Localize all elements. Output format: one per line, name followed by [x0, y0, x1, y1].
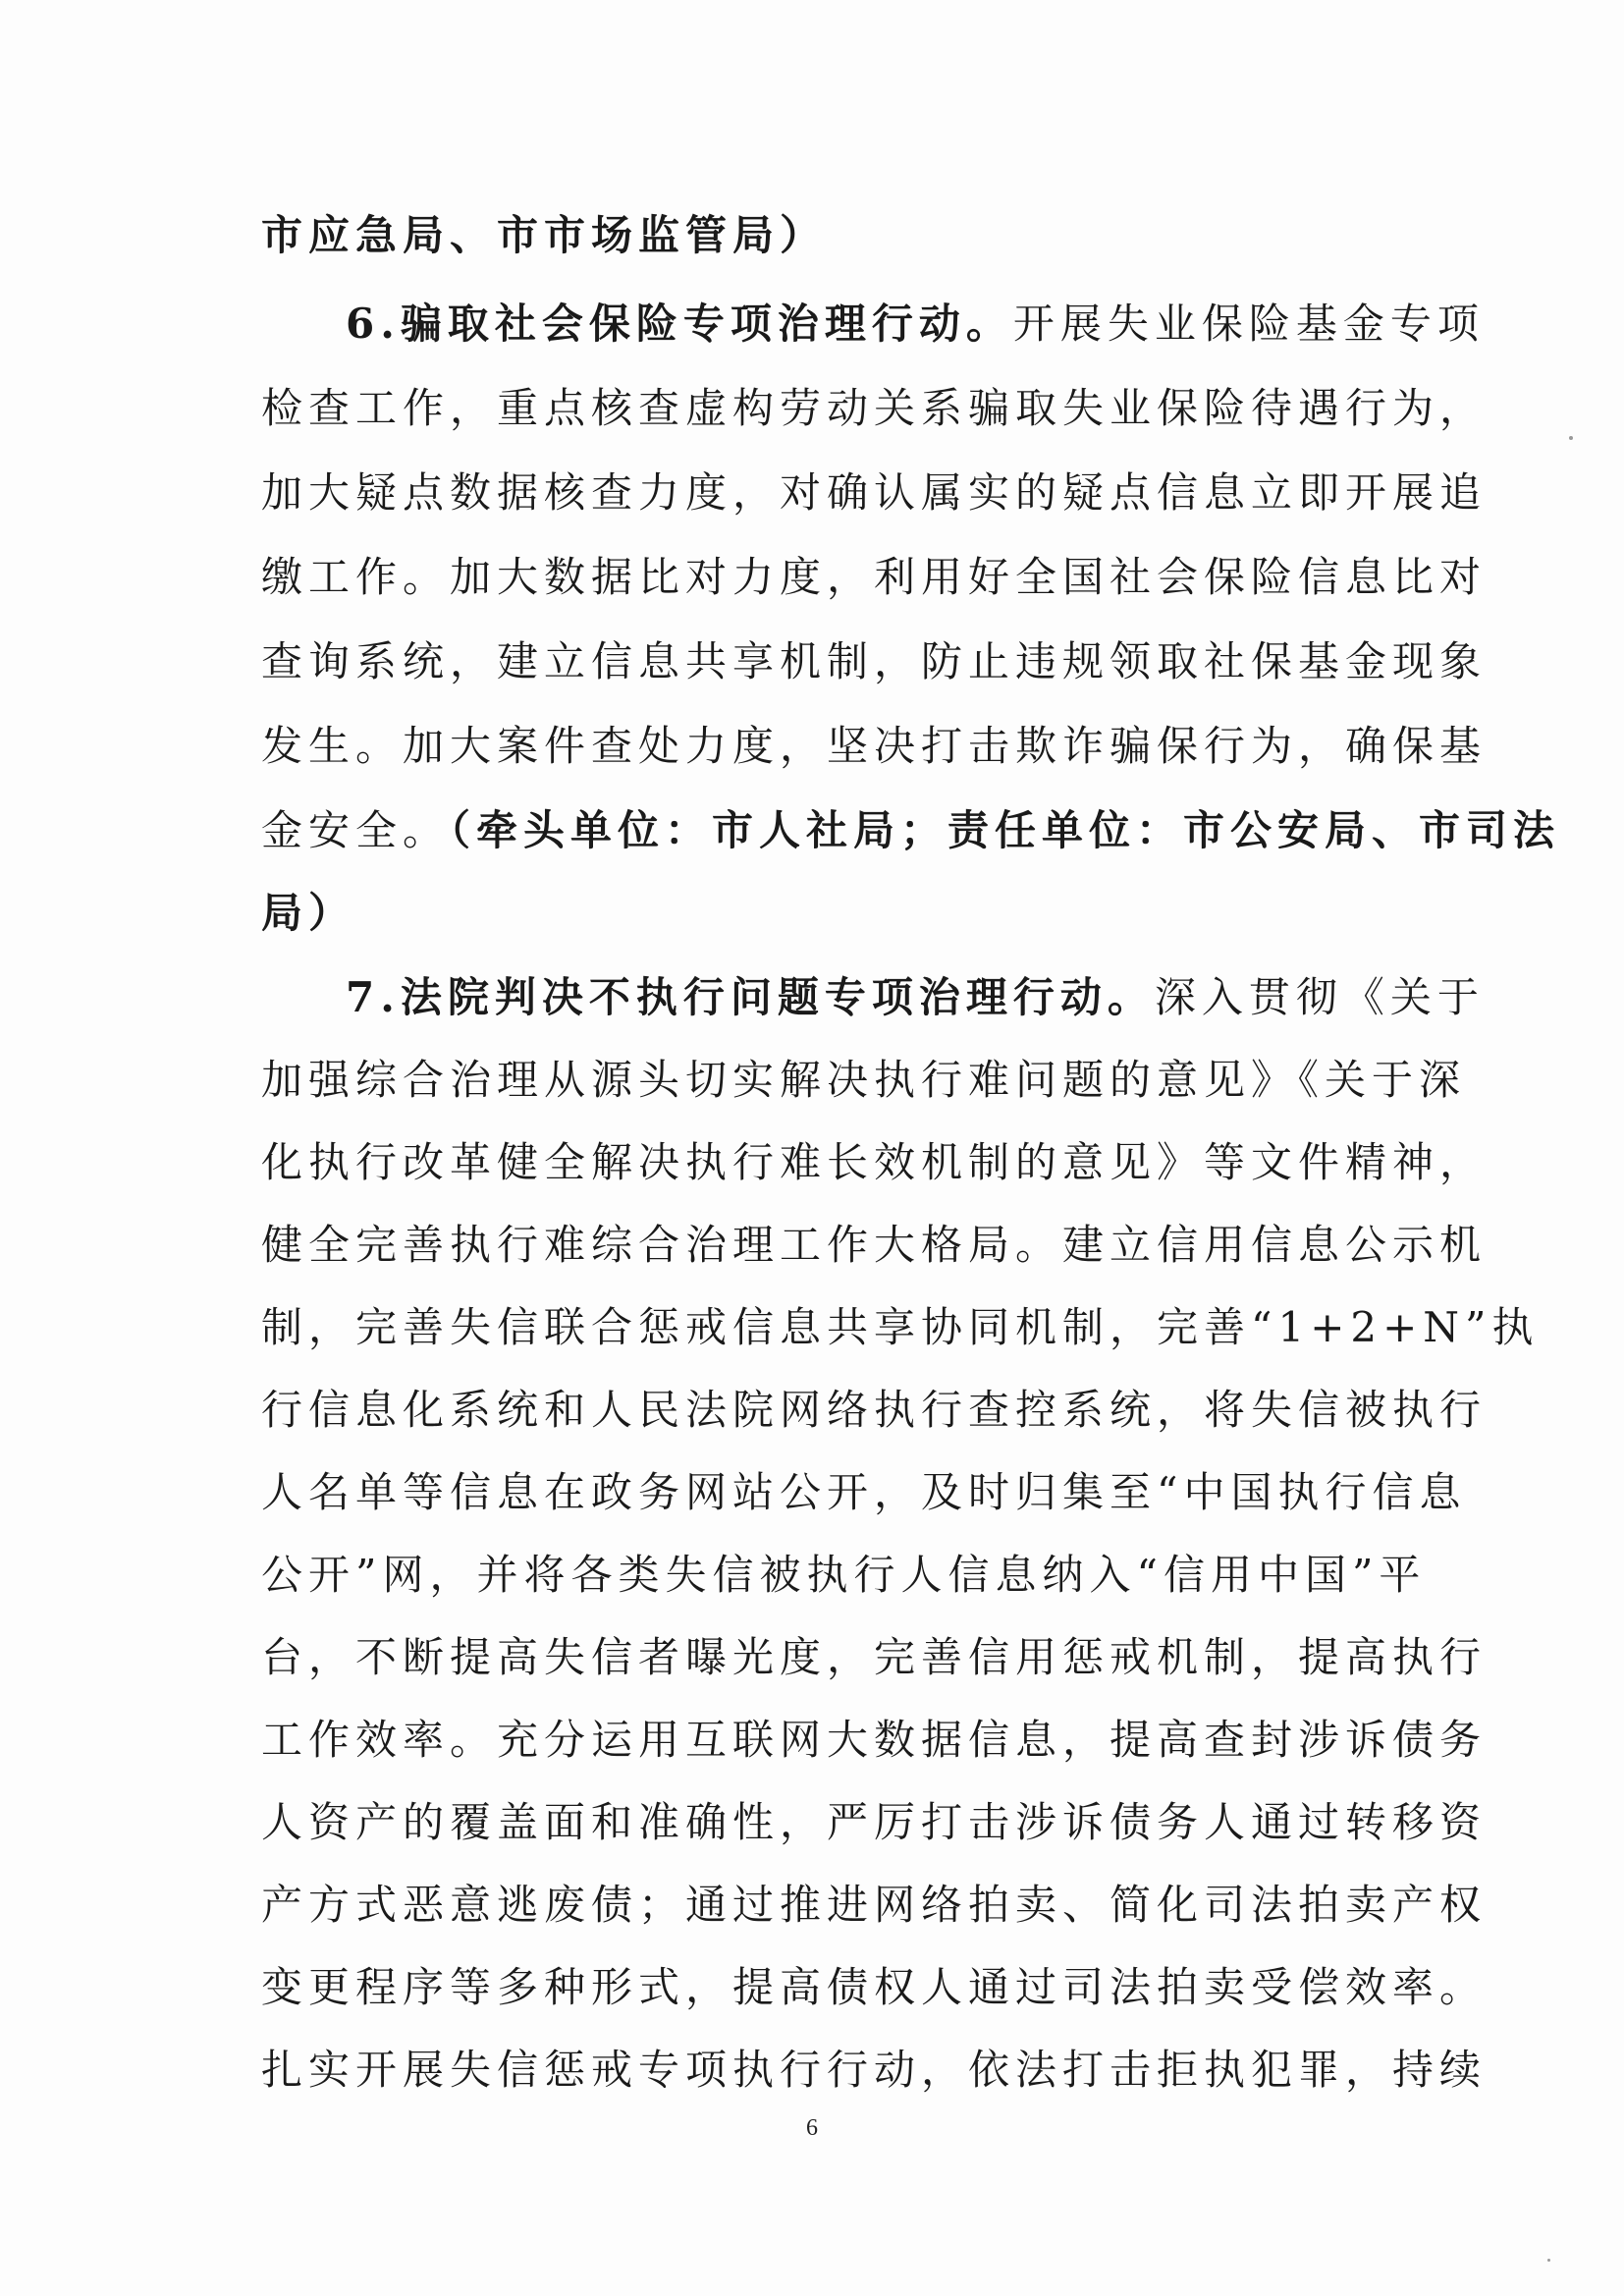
text-line — [261, 634, 1488, 689]
page-number: 6 — [806, 2115, 818, 2141]
text-line — [261, 2043, 1488, 2098]
text-run: 变更程序等多种形式，提高债权人通过司法拍卖受偿效率。 — [261, 1963, 1488, 2011]
text-line — [261, 381, 1488, 436]
section-title: 6.骗取社会保险专项治理行动。 — [346, 300, 1013, 348]
text-run: 局） — [261, 889, 356, 937]
text-line — [261, 1300, 1540, 1355]
text-line — [261, 1135, 1488, 1190]
responsible-units: （牵头单位：市人社局；责任单位：市公安局、市司法 — [450, 806, 1561, 854]
text-run: 工作效率。充分运用互联网大数据信息，提高查封涉诉债务 — [261, 1716, 1488, 1764]
text-line — [261, 1383, 1488, 1438]
text-run: 金安全。 — [261, 806, 451, 854]
section-title: 7.法院判决不执行问题专项治理行动。 — [346, 973, 1155, 1021]
text-run: 公开”网，并将各类失信被执行人信息纳入“信用中国”平 — [261, 1551, 1427, 1599]
text-line — [261, 1878, 1488, 1933]
text-line — [261, 1218, 1488, 1273]
scan-speck — [1569, 436, 1573, 440]
text-line — [261, 1713, 1488, 1768]
text-line — [261, 1465, 1467, 1520]
text-line — [261, 1548, 1427, 1603]
text-run: 缴工作。加大数据比对力度，利用好全国社会保险信息比对 — [261, 553, 1488, 601]
text-run: 深入贯彻《关于 — [1154, 973, 1485, 1021]
scan-speck — [1547, 2259, 1550, 2262]
text-run: 行信息化系统和人民法院网络执行查控系统，将失信被执行 — [261, 1386, 1488, 1434]
section-heading-line — [346, 970, 1485, 1025]
text-run: 加大疑点数据核查力度，对确认属实的疑点信息立即开展追 — [261, 468, 1488, 517]
text-run: 发生。加大案件查处力度，坚决打击欺诈骗保行为，确保基 — [261, 722, 1488, 770]
text-line — [261, 550, 1488, 605]
text-line — [261, 886, 1412, 941]
text-run: 健全完善执行难综合治理工作大格局。建立信用信息公示机 — [261, 1221, 1488, 1269]
text-run: 产方式恶意逃废债；通过推进网络拍卖、简化司法拍卖产权 — [261, 1881, 1488, 1929]
text-line — [261, 719, 1488, 774]
text-run: 开展失业保险基金专项 — [1012, 300, 1485, 348]
text-line — [261, 1795, 1488, 1850]
text-line — [261, 803, 1561, 858]
text-run: 市应急局、市市场监管局） — [261, 211, 828, 259]
text-line — [261, 208, 1412, 263]
text-run: 台，不断提高失信者曝光度，完善信用惩戒机制，提高执行 — [261, 1633, 1488, 1681]
text-line — [261, 1960, 1488, 2015]
text-run: 查询系统，建立信息共享机制，防止违规领取社保基金现象 — [261, 637, 1488, 685]
text-line — [261, 1053, 1467, 1108]
text-run: 人名单等信息在政务网站公开，及时归集至“中国执行信息 — [261, 1468, 1467, 1516]
section-heading-line — [346, 297, 1485, 352]
text-run: 人资产的覆盖面和准确性，严厉打击涉诉债务人通过转移资 — [261, 1798, 1488, 1846]
text-run: 化执行改革健全解决执行难长效机制的意见》等文件精神， — [261, 1138, 1488, 1186]
text-line — [261, 1630, 1488, 1685]
text-run: 扎实开展失信惩戒专项执行行动，依法打击拒执犯罪，持续 — [261, 2046, 1488, 2094]
text-run: 制，完善失信联合惩戒信息共享协同机制，完善“1+2+N”执 — [261, 1303, 1540, 1351]
text-run: 检查工作，重点核查虚构劳动关系骗取失业保险待遇行为， — [261, 384, 1488, 432]
text-run: 加强综合治理从源头切实解决执行难问题的意见》《关于深 — [261, 1056, 1467, 1104]
text-line — [261, 465, 1488, 520]
